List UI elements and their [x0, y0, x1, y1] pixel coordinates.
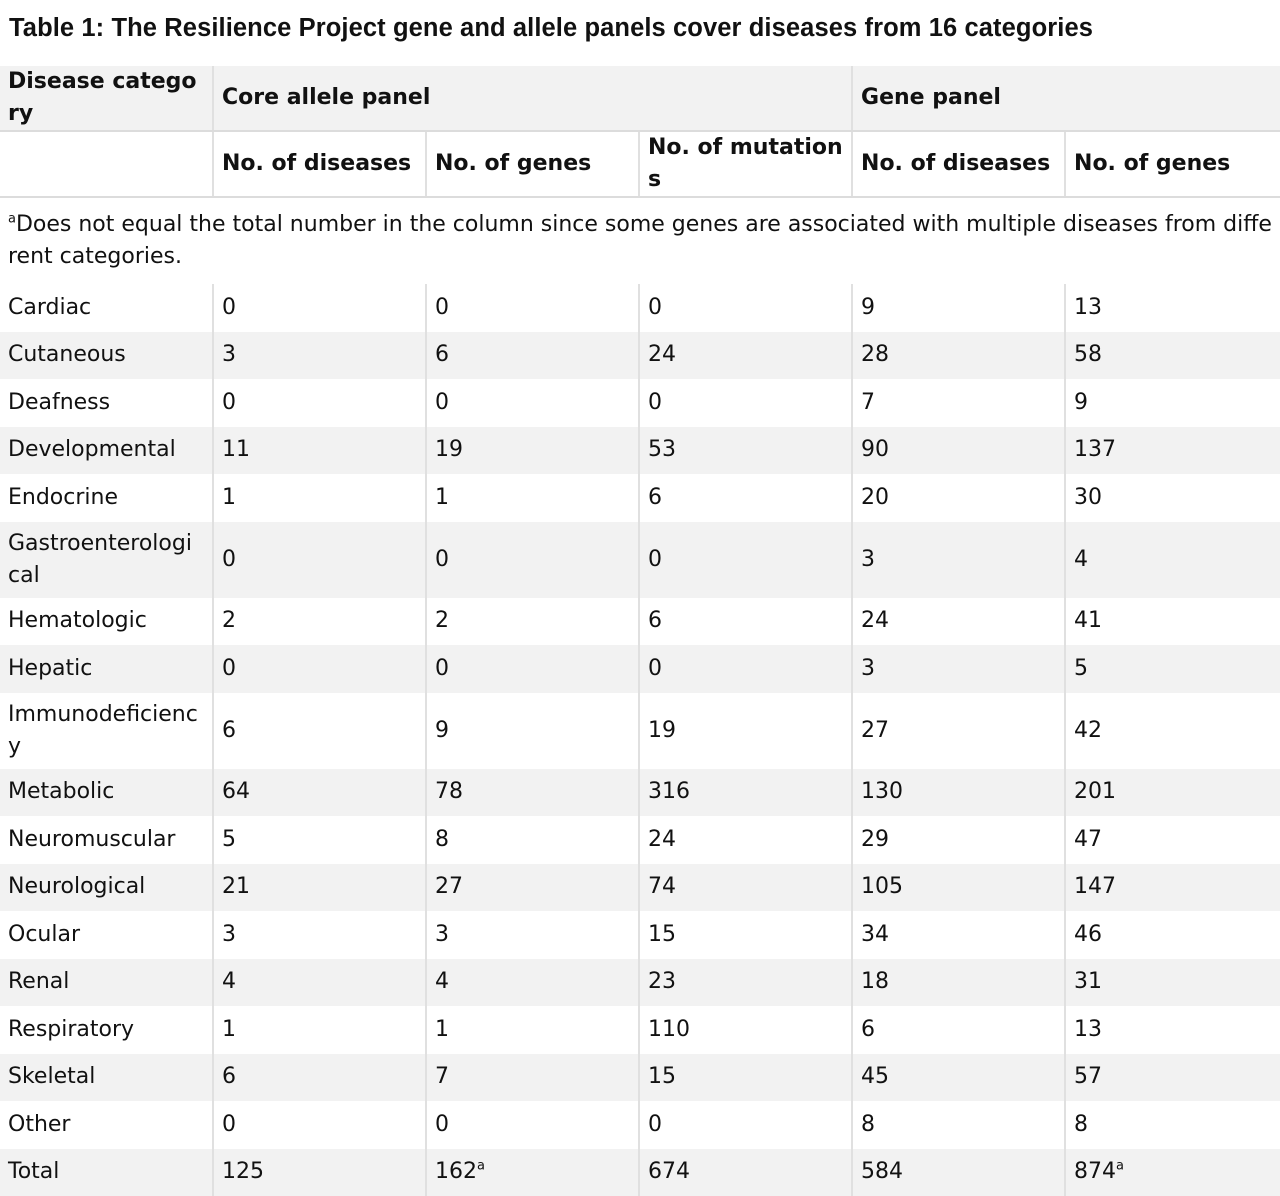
cell-core-mutations: 24 [639, 816, 852, 864]
footnote-text: Does not equal the total number in the column since some genes are associated with multiple diseases from different categories. [8, 212, 1272, 269]
table-row [0, 1054, 1280, 1102]
cell-gene-genes: 30 [1065, 474, 1280, 522]
cell-gene-genes: 5 [1065, 645, 1280, 693]
total-value: 674 [648, 1159, 690, 1184]
cell-core-mutations: 19 [639, 693, 852, 769]
table-row [0, 474, 1280, 522]
cell-gene-diseases: 45 [852, 1054, 1065, 1102]
cell-gene-genes: 137 [1065, 427, 1280, 475]
total-cell-category [0, 1149, 213, 1196]
cell-core-mutations: 0 [639, 1101, 852, 1149]
cell-core-diseases: 5 [213, 816, 426, 864]
table-row [0, 959, 1280, 1007]
cell-gene-diseases: 3 [852, 522, 1065, 598]
footnote-marker: a [477, 1159, 485, 1174]
cell-core-genes: 6 [426, 332, 639, 380]
table-row [0, 645, 1280, 693]
cell-core-genes: 0 [426, 379, 639, 427]
total-cell-core-mutations [639, 1149, 852, 1196]
cell-core-diseases: 64 [213, 769, 426, 817]
total-cell-gene-genes [1065, 1149, 1280, 1196]
cell-gene-diseases: 34 [852, 911, 1065, 959]
cell-category: Endocrine [0, 474, 213, 522]
cell-core-diseases: 0 [213, 645, 426, 693]
header-empty-cell [0, 131, 213, 197]
cell-gene-diseases: 27 [852, 693, 1065, 769]
cell-gene-genes: 4 [1065, 522, 1280, 598]
table-row [0, 911, 1280, 959]
cell-core-diseases: 6 [213, 1054, 426, 1102]
cell-gene-diseases: 105 [852, 864, 1065, 912]
footnote-row [0, 197, 1280, 284]
total-row [0, 1149, 1280, 1196]
cell-core-mutations: 6 [639, 598, 852, 646]
footnote-marker: a [1116, 1159, 1124, 1174]
cell-core-diseases: 4 [213, 959, 426, 1007]
cell-core-mutations: 0 [639, 522, 852, 598]
cell-core-diseases: 1 [213, 1006, 426, 1054]
cell-category: Metabolic [0, 769, 213, 817]
footnote-marker: a [8, 212, 16, 227]
cell-category: Neurological [0, 864, 213, 912]
cell-core-mutations: 23 [639, 959, 852, 1007]
cell-gene-genes: 13 [1065, 284, 1280, 332]
cell-gene-diseases: 18 [852, 959, 1065, 1007]
cell-category: Respiratory [0, 1006, 213, 1054]
cell-core-genes: 0 [426, 284, 639, 332]
cell-core-diseases: 2 [213, 598, 426, 646]
cell-gene-diseases: 7 [852, 379, 1065, 427]
cell-core-diseases: 21 [213, 864, 426, 912]
table-row [0, 769, 1280, 817]
cell-gene-genes: 42 [1065, 693, 1280, 769]
footnote [0, 197, 1280, 284]
cell-core-genes: 2 [426, 598, 639, 646]
cell-core-genes: 3 [426, 911, 639, 959]
total-value: 162 [435, 1159, 477, 1184]
table-row [0, 379, 1280, 427]
cell-core-diseases: 0 [213, 1101, 426, 1149]
table-row [0, 864, 1280, 912]
cell-category: Renal [0, 959, 213, 1007]
header-gene-genes: No. of genes [1065, 131, 1280, 197]
cell-core-genes: 4 [426, 959, 639, 1007]
total-value: 874 [1074, 1159, 1116, 1184]
header-core-allele-panel: Core allele panel [213, 66, 852, 131]
cell-core-mutations: 0 [639, 284, 852, 332]
cell-gene-genes: 31 [1065, 959, 1280, 1007]
cell-core-genes: 19 [426, 427, 639, 475]
disease-category-table [0, 66, 1280, 1196]
total-cell-core-genes [426, 1149, 639, 1196]
cell-gene-diseases: 3 [852, 645, 1065, 693]
cell-gene-diseases: 6 [852, 1006, 1065, 1054]
cell-core-genes: 78 [426, 769, 639, 817]
cell-core-diseases: 0 [213, 379, 426, 427]
cell-category: Deafness [0, 379, 213, 427]
table-row [0, 522, 1280, 598]
cell-gene-genes: 46 [1065, 911, 1280, 959]
cell-core-mutations: 15 [639, 1054, 852, 1102]
cell-core-mutations: 110 [639, 1006, 852, 1054]
cell-core-diseases: 6 [213, 693, 426, 769]
cell-category: Cardiac [0, 284, 213, 332]
cell-core-genes: 0 [426, 645, 639, 693]
total-value: 584 [861, 1159, 903, 1184]
cell-core-genes: 0 [426, 1101, 639, 1149]
cell-core-diseases: 0 [213, 284, 426, 332]
cell-core-mutations: 74 [639, 864, 852, 912]
cell-core-diseases: 1 [213, 474, 426, 522]
cell-core-genes: 0 [426, 522, 639, 598]
header-core-diseases: No. of diseases [213, 131, 426, 197]
cell-core-genes: 7 [426, 1054, 639, 1102]
cell-gene-diseases: 90 [852, 427, 1065, 475]
total-value: 125 [222, 1159, 264, 1184]
total-cell-gene-diseases [852, 1149, 1065, 1196]
cell-gene-diseases: 29 [852, 816, 1065, 864]
cell-core-genes: 8 [426, 816, 639, 864]
cell-category: Gastroenterological [0, 522, 213, 598]
cell-core-mutations: 6 [639, 474, 852, 522]
cell-gene-diseases: 9 [852, 284, 1065, 332]
table-title: Table 1: The Resilience Project gene and allele panels cover diseases from 16 categories [9, 14, 1093, 43]
header-gene-diseases: No. of diseases [852, 131, 1065, 197]
total-cell-core-diseases [213, 1149, 426, 1196]
header-disease-category: Disease category [0, 66, 213, 131]
cell-category: Neuromuscular [0, 816, 213, 864]
cell-core-mutations: 0 [639, 645, 852, 693]
header-core-genes: No. of genes [426, 131, 639, 197]
cell-core-genes: 1 [426, 474, 639, 522]
cell-core-mutations: 316 [639, 769, 852, 817]
header-row-groups [0, 66, 1280, 131]
cell-core-diseases: 0 [213, 522, 426, 598]
cell-core-mutations: 53 [639, 427, 852, 475]
cell-category: Other [0, 1101, 213, 1149]
table-row [0, 693, 1280, 769]
table-row [0, 598, 1280, 646]
cell-core-genes: 9 [426, 693, 639, 769]
cell-gene-diseases: 24 [852, 598, 1065, 646]
table-row [0, 427, 1280, 475]
table-row [0, 816, 1280, 864]
cell-core-mutations: 24 [639, 332, 852, 380]
cell-core-diseases: 11 [213, 427, 426, 475]
cell-gene-genes: 8 [1065, 1101, 1280, 1149]
cell-core-genes: 1 [426, 1006, 639, 1054]
cell-gene-genes: 41 [1065, 598, 1280, 646]
cell-gene-genes: 58 [1065, 332, 1280, 380]
table-row [0, 332, 1280, 380]
cell-core-diseases: 3 [213, 911, 426, 959]
header-row-columns [0, 131, 1280, 197]
cell-gene-genes: 57 [1065, 1054, 1280, 1102]
header-gene-panel: Gene panel [852, 66, 1280, 131]
cell-category: Hematologic [0, 598, 213, 646]
cell-category: Hepatic [0, 645, 213, 693]
cell-core-mutations: 0 [639, 379, 852, 427]
cell-category: Skeletal [0, 1054, 213, 1102]
cell-gene-genes: 47 [1065, 816, 1280, 864]
cell-gene-genes: 147 [1065, 864, 1280, 912]
table-row [0, 1006, 1280, 1054]
cell-core-genes: 27 [426, 864, 639, 912]
header-core-mutations: No. of mutations [639, 131, 852, 197]
total-value: Total [8, 1159, 59, 1184]
cell-category: Ocular [0, 911, 213, 959]
cell-gene-genes: 201 [1065, 769, 1280, 817]
table-row [0, 284, 1280, 332]
cell-gene-diseases: 8 [852, 1101, 1065, 1149]
cell-category: Developmental [0, 427, 213, 475]
cell-gene-genes: 9 [1065, 379, 1280, 427]
cell-gene-genes: 13 [1065, 1006, 1280, 1054]
cell-category: Immunodeficiency [0, 693, 213, 769]
cell-gene-diseases: 130 [852, 769, 1065, 817]
table-row [0, 1101, 1280, 1149]
cell-category: Cutaneous [0, 332, 213, 380]
cell-core-mutations: 15 [639, 911, 852, 959]
cell-core-diseases: 3 [213, 332, 426, 380]
cell-gene-diseases: 28 [852, 332, 1065, 380]
cell-gene-diseases: 20 [852, 474, 1065, 522]
